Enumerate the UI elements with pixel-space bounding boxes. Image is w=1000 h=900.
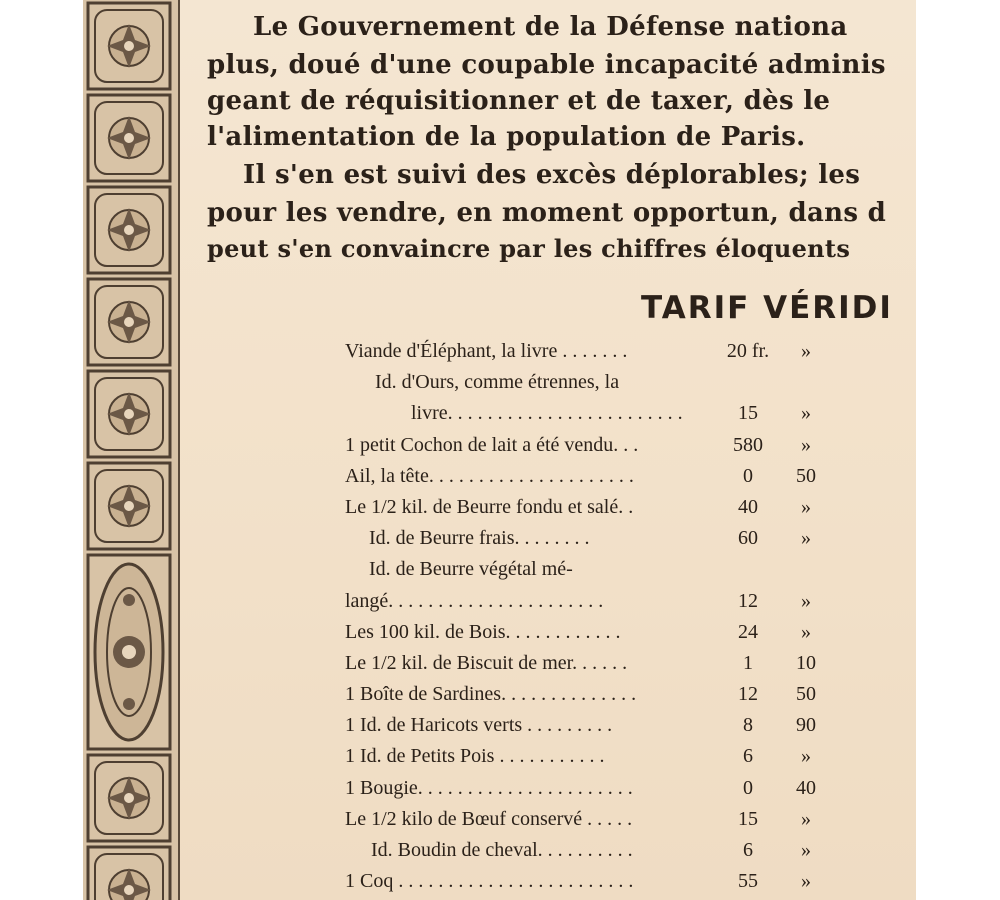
tariff-heading: TARIF VÉRIDI [641, 290, 893, 326]
rosette-ornament-icon [85, 92, 173, 184]
tariff-item-label: Le 1/2 kilo de Bœuf conservé . . . . . [345, 807, 633, 830]
tariff-price-francs: 0 [743, 776, 753, 799]
tariff-item-label: 1 Boîte de Sardines. . . . . . . . . . . . . . [345, 683, 637, 706]
tariff-row [345, 430, 825, 461]
tariff-row [345, 492, 825, 523]
tariff-price-centimes: 50 [796, 464, 816, 487]
tariff-price-centimes: » [801, 495, 811, 518]
tariff-price-centimes: » [801, 839, 811, 861]
tariff-price-centimes: 10 [796, 651, 816, 674]
tariff-item-label: Ail, la tête. . . . . . . . . . . . . . . . . . . . . [345, 464, 634, 487]
tariff-item-label: 1 petit Cochon de lait a été vendu. . . [345, 433, 639, 456]
tariff-row [345, 367, 825, 398]
tariff-price-centimes: » [801, 402, 811, 425]
intro-line: pour les vendre, en moment opportun, dans d [207, 198, 887, 228]
tariff-row [345, 461, 825, 492]
tariff-row [345, 679, 825, 710]
rosette-ornament-icon [85, 844, 173, 900]
tariff-price-centimes: 90 [796, 714, 816, 737]
tariff-price-francs: 1 [743, 651, 753, 674]
tariff-price-francs: 0 [743, 464, 753, 487]
poster-document [83, 0, 916, 900]
tariff-price-centimes: » [801, 745, 811, 768]
rosette-ornament-icon [85, 752, 173, 844]
tariff-price-francs: 15 [738, 402, 758, 425]
tariff-price-francs: 12 [738, 683, 758, 706]
intro-line: l'alimentation de la population de Paris. [207, 122, 806, 152]
tariff-item-label: Les 100 kil. de Bois. . . . . . . . . . . . [345, 620, 621, 643]
rosette-ornament-icon [85, 0, 173, 92]
tariff-price-centimes: » [801, 589, 811, 612]
intro-line: Il s'en est suivi des excès déplorables; les [243, 160, 861, 190]
tariff-price-francs: 60 [738, 527, 758, 550]
tariff-row [345, 554, 825, 585]
tariff-price-centimes: » [801, 620, 811, 643]
tariff-item-label: Id. de Beurre frais. . . . . . . . [369, 527, 590, 550]
tariff-item-label: 1 Id. de Petits Pois . . . . . . . . . . . [345, 745, 605, 768]
tariff-row [345, 773, 825, 804]
tariff-item-label: 1 Bougie. . . . . . . . . . . . . . . . . . . . . . [345, 776, 633, 799]
rosette-ornament-icon [85, 460, 173, 552]
tariff-row [345, 741, 825, 772]
tariff-item-label: Id. de Beurre végétal mé- [369, 558, 573, 581]
tariff-item-label: 1 Id. de Haricots verts . . . . . . . . . [345, 714, 613, 737]
tariff-item-label: Id. Boudin de cheval. . . . . . . . . . [371, 839, 633, 861]
tariff-price-centimes: 50 [796, 683, 816, 706]
tariff-row [345, 398, 825, 429]
tariff-row [345, 586, 825, 617]
tariff-row [345, 617, 825, 648]
intro-line: Le Gouvernement de la Défense nationa [253, 12, 848, 42]
tariff-list [345, 336, 825, 897]
tariff-price-francs: 15 [738, 807, 758, 830]
rosette-ornament-icon [85, 276, 173, 368]
tariff-price-francs: 55 [738, 870, 758, 893]
tariff-price-centimes: 40 [796, 776, 816, 799]
tariff-row [345, 648, 825, 679]
tariff-item-label: Le 1/2 kil. de Biscuit de mer. . . . . . [345, 651, 628, 674]
tariff-price-francs: 6 [743, 839, 753, 861]
tariff-row [345, 835, 825, 866]
tariff-price-francs: 8 [743, 714, 753, 737]
intro-line: peut s'en convaincre par les chiffres éloquents [207, 234, 851, 263]
tariff-price-francs: 24 [738, 620, 758, 643]
tariff-price-francs: 12 [738, 589, 758, 612]
tariff-item-label: livre. . . . . . . . . . . . . . . . . . . . . . . . [411, 402, 683, 425]
tariff-price-francs: 6 [743, 745, 753, 768]
tariff-item-label: langé. . . . . . . . . . . . . . . . . . . . . . [345, 589, 604, 612]
tariff-row [345, 710, 825, 741]
ornamental-border [83, 0, 180, 900]
tariff-price-centimes: » [801, 527, 811, 550]
intro-line: plus, doué d'une coupable incapacité adminis [207, 50, 886, 80]
tariff-price-centimes: » [801, 870, 811, 893]
tariff-item-label: 1 Coq . . . . . . . . . . . . . . . . . . . . . . . . [345, 870, 634, 893]
tariff-price-centimes: » [801, 433, 811, 456]
tariff-row [345, 866, 825, 897]
tariff-price-centimes: » [801, 340, 811, 362]
rosette-ornament-icon [85, 368, 173, 460]
tariff-item-label: Viande d'Éléphant, la livre . . . . . . . [345, 340, 628, 362]
tariff-row [345, 804, 825, 835]
tariff-item-label: Le 1/2 kil. de Beurre fondu et salé. . [345, 495, 634, 518]
tariff-price-francs: 20 fr. [726, 340, 770, 362]
intro-line: geant de réquisitionner et de taxer, dès le [207, 86, 831, 116]
tariff-price-centimes: » [801, 807, 811, 830]
rosette-ornament-icon [85, 184, 173, 276]
medallion-ornament-icon [85, 552, 173, 752]
tariff-row [345, 336, 825, 367]
tariff-item-label: Id. d'Ours, comme étrennes, la [375, 371, 620, 394]
tariff-price-francs: 40 [738, 495, 758, 518]
tariff-row [345, 523, 825, 554]
tariff-price-francs: 580 [733, 433, 763, 456]
